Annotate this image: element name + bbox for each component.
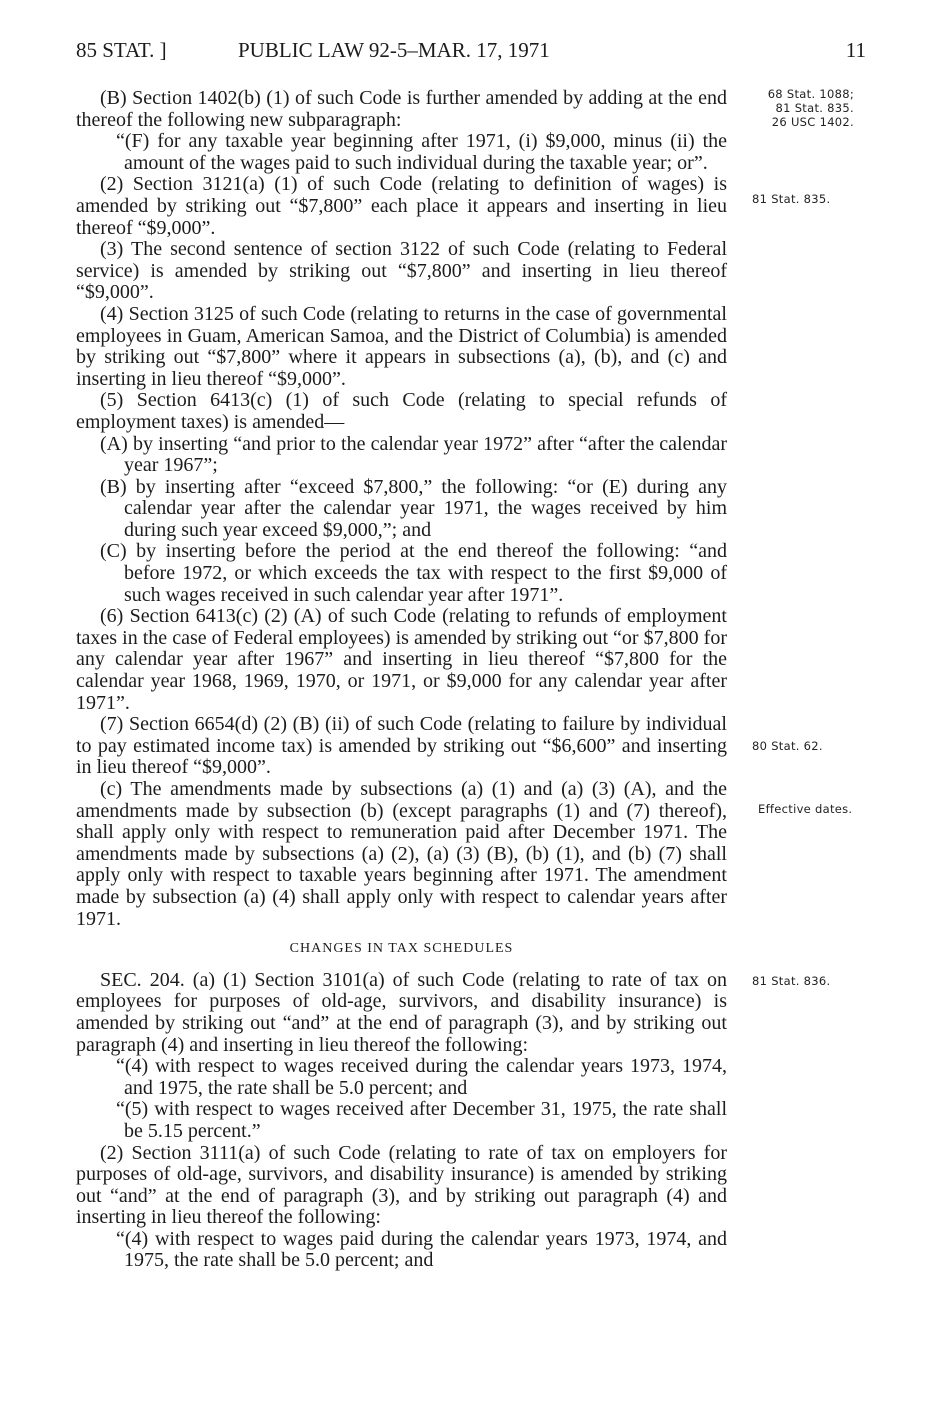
margin-note-citation-1 [738,87,854,129]
margin-note-line: 81 Stat. 835. [775,101,854,115]
subparagraph-5a: (A) by inserting “and prior to the calendar year 1972” after “after the calendar year 1967”; [100,432,727,477]
page-body [76,88,727,1272]
subsection-c: (c) The amendments made by subsections (a) (1) and (a) (3) (A), and the amendments made by subsection (b) (except paragraphs (1) and (7) thereof), shall apply only with respect to remuneration paid after December 1971. The amendments made by subsections (a) (2), (a) (3) (B), (b) (1), and (b) (7) shall apply only with respect to taxable years beginning after 1971. The amendment made by subsection (a) (4) shall apply only with respect to calendar years after 1971. [76,778,727,930]
quoted-paragraph-5-employees: “(5) with respect to wages received after December 31, 1975, the rate shall be 5.15 percent.” [116,1098,727,1142]
paragraph-3: (3) The second sentence of section 3122 of such Code (relating to Federal service) is amended by striking out “$7,800” and inserting in lieu thereof “$9,000”. [76,238,727,304]
paragraph-b: (B) Section 1402(b) (1) of such Code is further amended by adding at the end thereof the following new subparagraph: [76,87,727,131]
margin-note-citation-2: 81 Stat. 835. [752,192,831,206]
quoted-paragraph-4-employees: “(4) with respect to wages received during the calendar years 1973, 1974, and 1975, the rate shall be 5.0 percent; and [116,1055,727,1099]
paragraph-6: (6) Section 6413(c) (2) (A) of such Code (relating to refunds of employment taxes in the case of Federal employees) is amended by striking out “or $7,800 for any calendar year after 1967” and inserting in lieu thereof “$7,800 for the calendar year 1968, 1969, 1970, or 1971, or $9,000 for any calendar year after 1971”. [76,605,727,714]
subparagraph-5b: (B) by inserting after “exceed $7,800,” the following: “or (E) during any calendar year after the calendar year 1971, the wages received by him during such year exceed $9,000,”; and [100,475,727,541]
margin-note-effective-dates: Effective dates. [758,802,853,816]
paragraph-5: (5) Section 6413(c) (1) of such Code (relating to special refunds of employment taxes) is amended— [76,389,727,433]
margin-note-line: 26 USC 1402. [771,115,854,129]
quoted-paragraph-4-employers: “(4) with respect to wages paid during the calendar years 1973, 1974, and 1975, the rate shall be 5.0 percent; and [116,1227,727,1272]
running-head-left: 85 STAT. ] [76,38,167,62]
margin-note-citation-3: 80 Stat. 62. [752,739,823,753]
paragraph-2: (2) Section 3121(a) (1) of such Code (relating to definition of wages) is amended by striking out “$7,800” each place it appears and inserting in lieu thereof “$9,000”. [76,173,727,239]
paragraph-7: (7) Section 6654(d) (2) (B) (ii) of such Code (relating to failure by individual to pay estimated income tax) is amended by striking out “$6,600” and inserting in lieu thereof “$9,000”. [76,713,727,779]
margin-note-citation-5: 81 Stat. 836. [752,974,831,988]
running-head-title: PUBLIC LAW 92-5–MAR. 17, 1971 [238,38,550,62]
margin-note-line: 68 Stat. 1088; [767,87,854,101]
page-number: 11 [845,38,866,62]
subparagraph-5c: (C) by inserting before the period at the end thereof the following: “and before 1972, or which exceeds the tax with respect to the first $9,000 of such wages received in such calendar year after 1971”. [100,540,727,606]
paragraph-2-employers: (2) Section 3111(a) of such Code (relating to rate of tax on employers for purposes of old-age, survivors, and disability insurance) is amended by striking out “and” at the end of paragraph (3), and by striking out paragraph (4) and inserting in lieu thereof the following: [76,1141,727,1229]
section-heading: CHANGES IN TAX SCHEDULES [289,941,514,957]
quoted-subparagraph-f: “(F) for any taxable year beginning after 1971, (i) $9,000, minus (ii) the amount of the wages paid to such individual during the taxable year; or”. [116,130,727,174]
section-204: SEC. 204. (a) (1) Section 3101(a) of such Code (relating to rate of tax on employees for purposes of old-age, survivors, and disability insurance) is amended by striking out “and” at the end of paragraph (3), and by striking out paragraph (4) and inserting in lieu thereof the following: [76,968,727,1056]
paragraph-4: (4) Section 3125 of such Code (relating to returns in the case of governmental employees in Guam, American Samoa, and the District of Columbia) is amended by striking out “$7,800” where it appears in subsections (a), (b), and (c) and inserting in lieu thereof “$9,000”. [76,302,727,390]
